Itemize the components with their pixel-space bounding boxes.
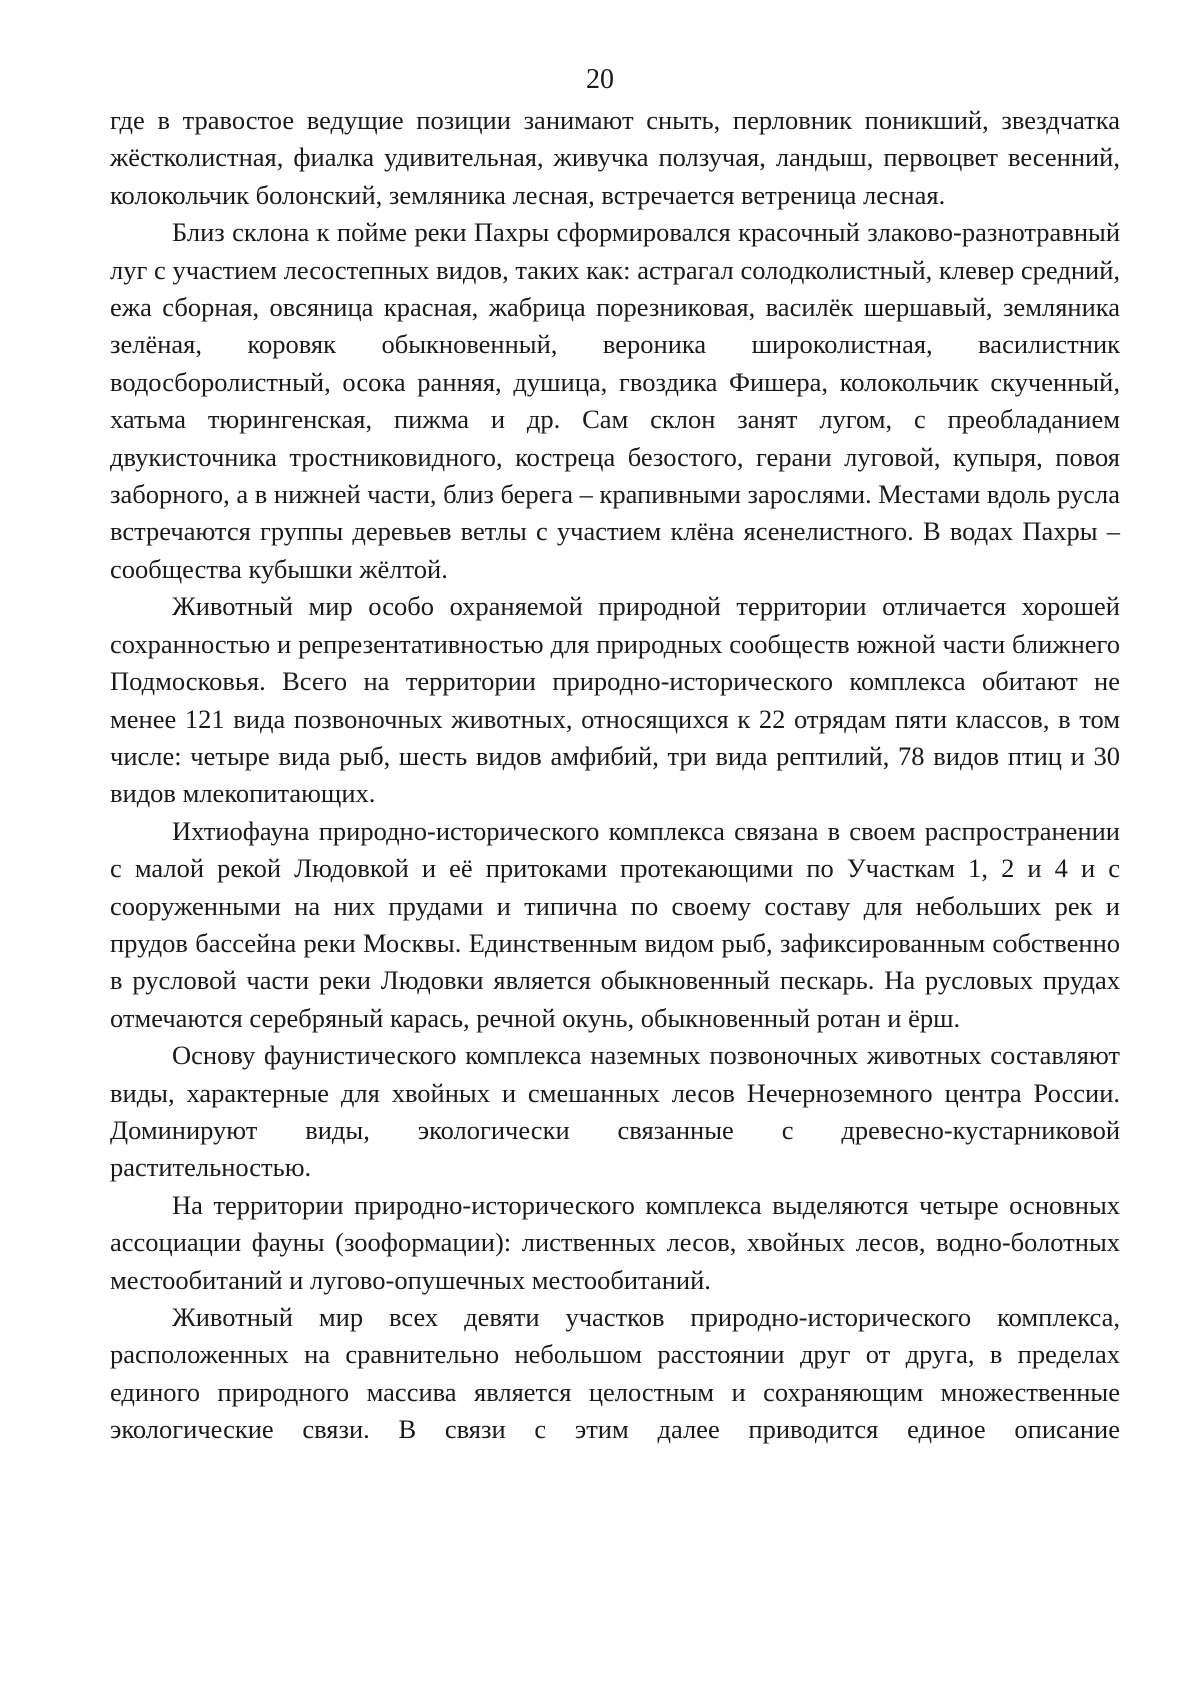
paragraph-1: где в травостое ведущие позиции занимают сныть, перловник поникший, звездчатка жёстколистная, фиалка удивительная, живучка ползучая, ландыш, первоцвет весенний, колокольчик болонский, земляника лесная, встречается ветреница лесная. — [110, 105, 1120, 210]
paragraph-7: Животный мир всех девяти участков природно-исторического комплекса, расположенных на сравнительно небольшом расстоянии друг от друга, в пределах единого природного массива является целостным и сохраняющим множественные экологические связи. В связи с этим далее приводится единое описание — [110, 1302, 1120, 1445]
paragraph-2: Близ склона к пойме реки Пахры сформировался красочный злаково-разнотравный луг с участием лесостепных видов, таких как: астрагал солодколистный, клевер средний, ежа сборная, овсяница красная, жабрица порезниковая, василёк шершавый, земляника зелёная, коровяк обыкновенный, вероника широколистная, василистник водосборолистный, осока ранняя, душица, гвоздика Фишера, колокольчик скученный, хатьма тюрингенская, пижма и др. Сам склон занят лугом, с преобладанием двукисточника тростниковидного, костреца безостого, герани луговой, купыря, повоя заборного, а в нижней части, близ берега – крапивными зарослями. Местами вдоль русла встречаются группы деревьев ветлы с участием клёна ясенелистного. В водах Пахры – сообщества кубышки жёлтой. — [110, 217, 1120, 584]
document-body — [110, 102, 1120, 1449]
page-number: 20 — [586, 64, 614, 95]
paragraph-3: Животный мир особо охраняемой природной территории отличается хорошей сохранностью и репрезентативностью для природных сообществ южной части ближнего Подмосковья. Всего на территории природно-исторического комплекса обитают не менее 121 вида позвоночных животных, относящихся к 22 отрядам пяти классов, в том числе: четыре вида рыб, шесть видов амфибий, три вида рептилий, 78 видов птиц и 30 видов млекопитающих. — [110, 591, 1120, 809]
paragraph-5: Основу фаунистического комплекса наземных позвоночных животных составляют виды, характерные для хвойных и смешанных лесов Нечерноземного центра России. Доминируют виды, экологически связанные с древесно-кустарниковой растительностью. — [110, 1040, 1120, 1183]
paragraph-4: Ихтиофауна природно-исторического комплекса связана в своем распространении с малой рекой Людовкой и её притоками протекающими по Участкам 1, 2 и 4 и с сооруженными на них прудами и типична по своему составу для небольших рек и прудов бассейна реки Москвы. Единственным видом рыб, зафиксированным собственно в русловой части реки Людовки является обыкновенный пескарь. На русловых прудах отмечаются серебряный карась, речной окунь, обыкновенный ротан и ёрш. — [110, 815, 1120, 1033]
paragraph-6: На территории природно-исторического комплекса выделяются четыре основных ассоциации фауны (зооформации): лиственных лесов, хвойных лесов, водно-болотных местообитаний и лугово-опушечных местообитаний. — [110, 1189, 1120, 1295]
